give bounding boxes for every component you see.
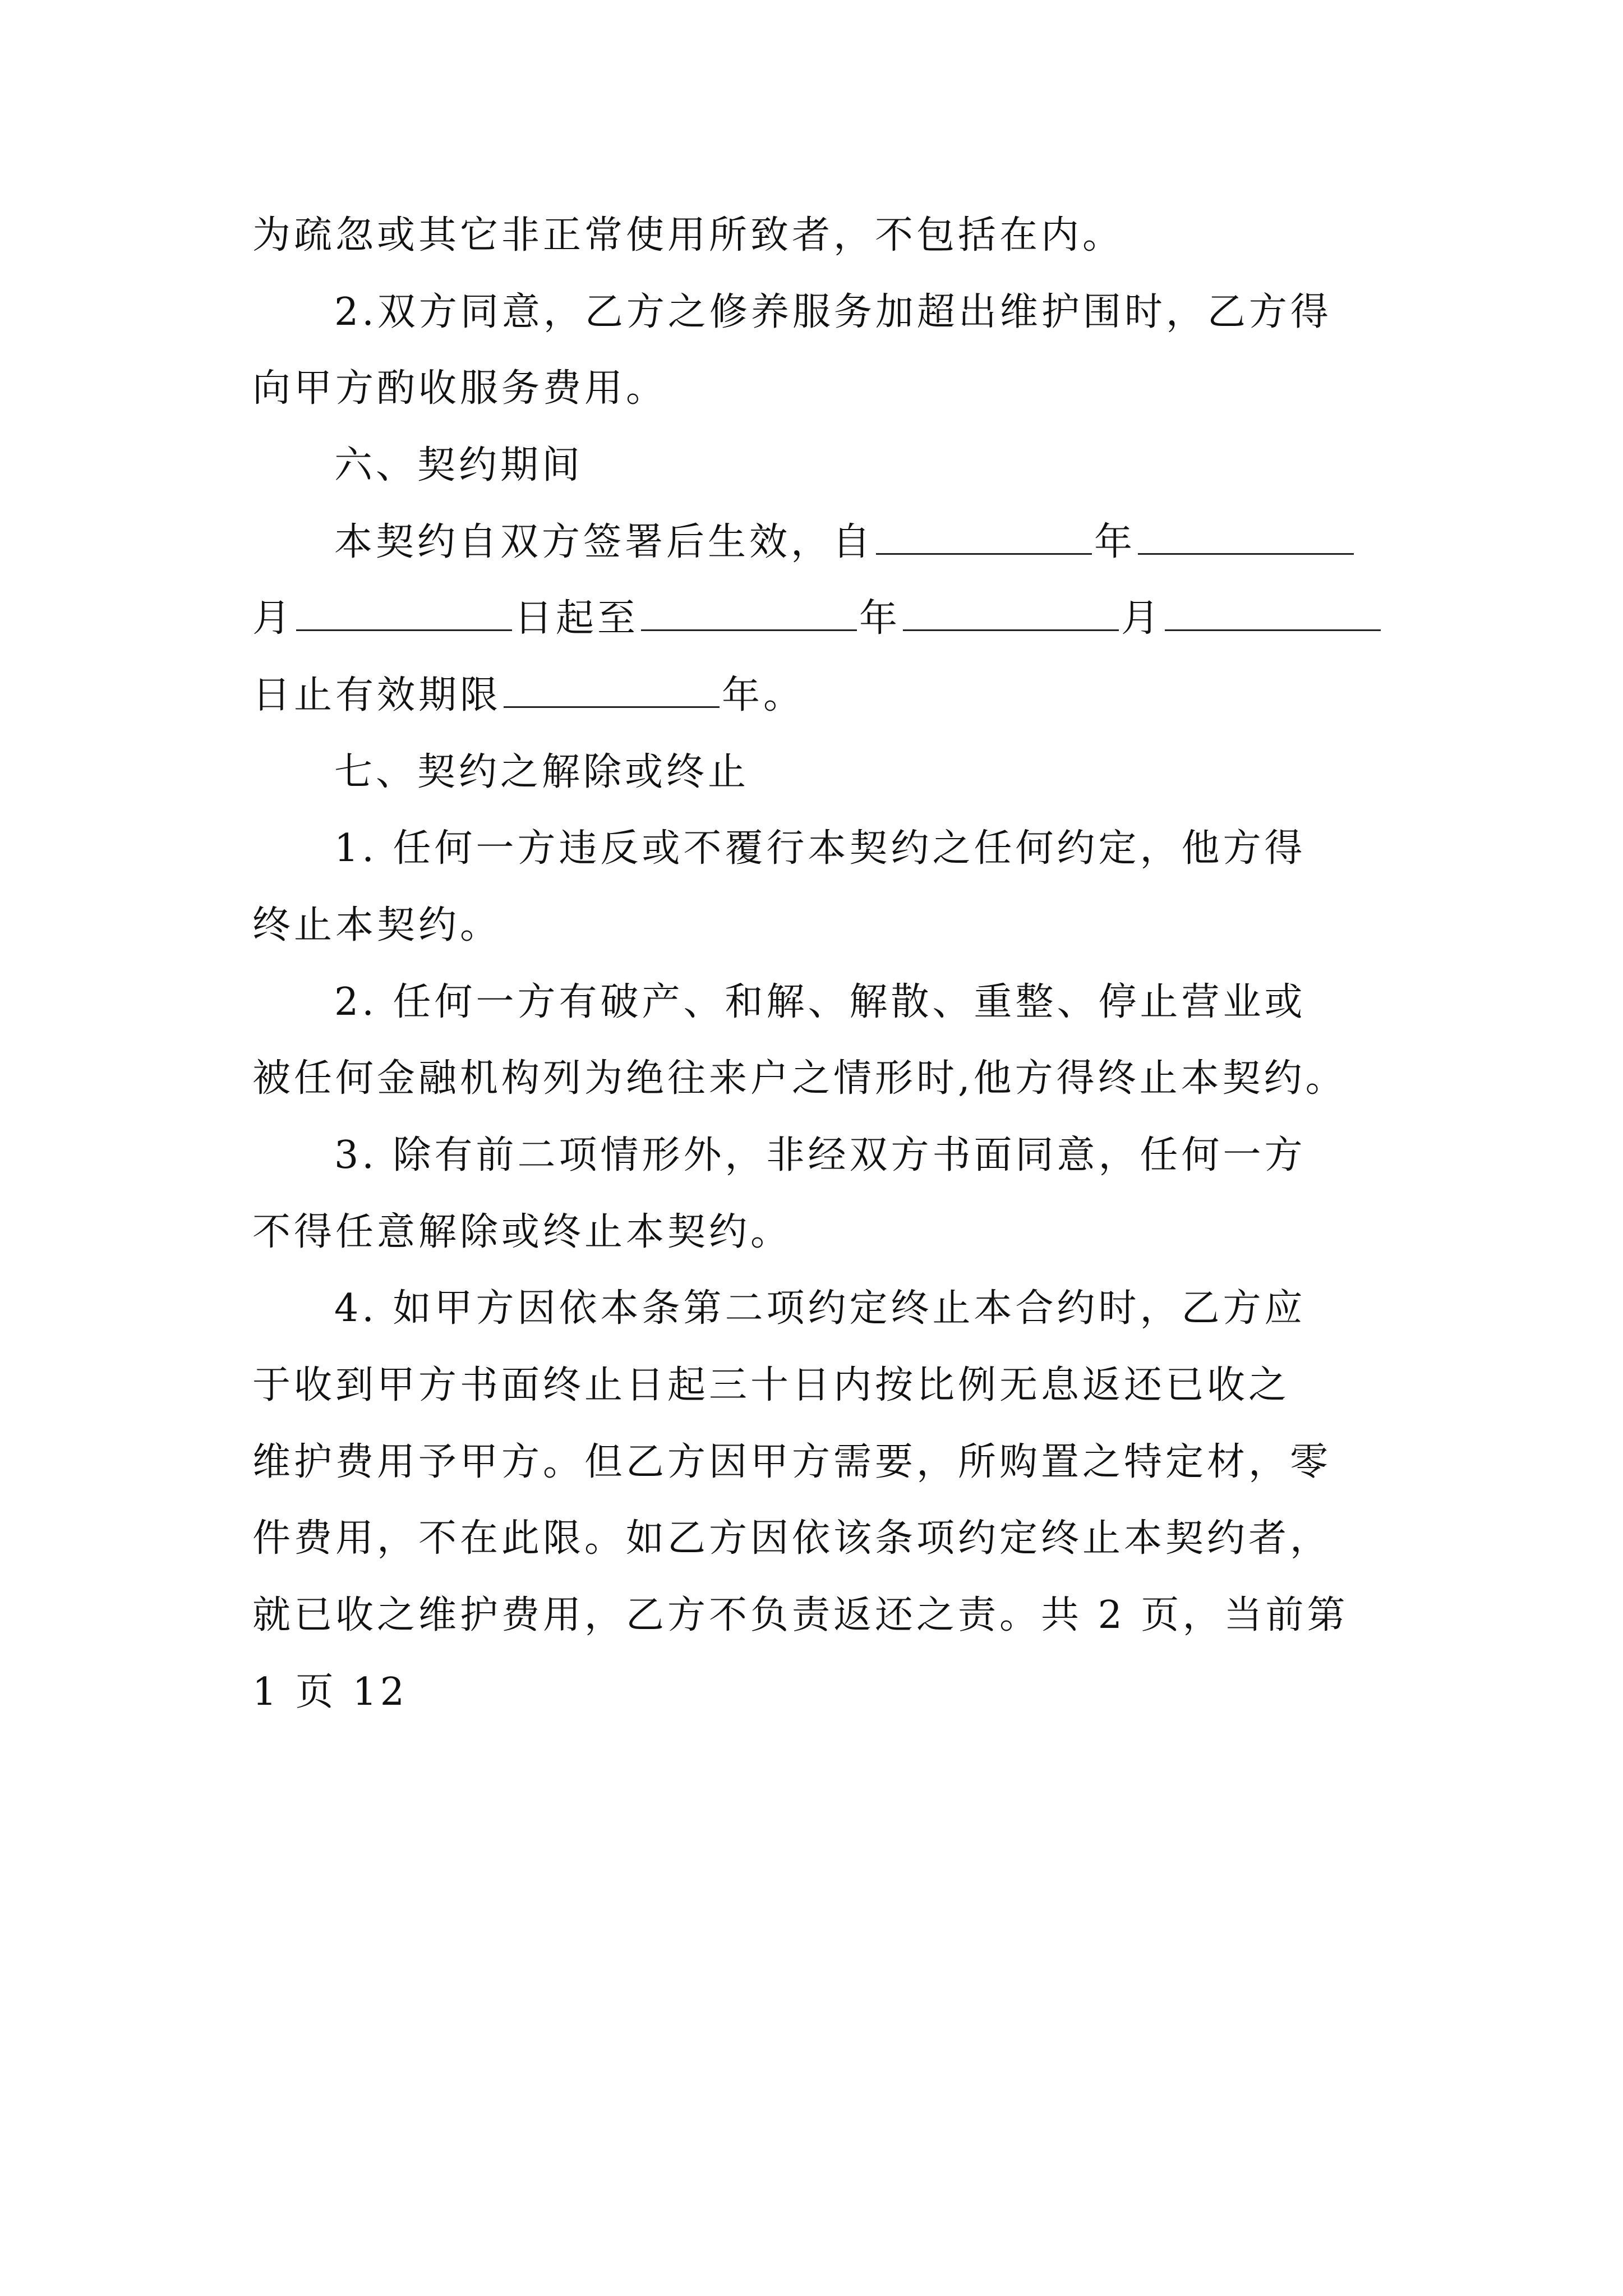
contract-period-text: 日起至 bbox=[514, 596, 639, 641]
section-heading-contract-period: 六、契约期间 bbox=[334, 443, 584, 487]
contract-period-line-1 bbox=[334, 517, 1467, 568]
clause-7-1-line: 1. 任何一方违反或不覆行本契约之任何约定，他方得 bbox=[334, 826, 1306, 871]
blank-field bbox=[903, 629, 1119, 631]
clause-7-4-line: 维护费用予甲方。但乙方因甲方需要，所购置之特定材，零 bbox=[252, 1440, 1332, 1484]
contract-period-line-3 bbox=[252, 670, 1385, 721]
clause-7-3-line: 不得任意解除或终止本契约。 bbox=[252, 1210, 792, 1254]
contract-period-text: 年 bbox=[1094, 520, 1136, 564]
blank-field bbox=[1138, 553, 1354, 555]
clause-7-1-line: 终止本契约。 bbox=[252, 903, 502, 947]
paragraph-line: 为疏忽或其它非正常使用所致者，不包括在内。 bbox=[252, 213, 1124, 257]
clause-5-2-line: 2.双方同意，乙方之修养服务加超出维护围时，乙方得 bbox=[334, 290, 1332, 334]
contract-period-text: 本契约自双方签署后生效，自 bbox=[334, 520, 874, 564]
clause-7-3-line: 3. 除有前二项情形外，非经双方书面同意，任何一方 bbox=[334, 1133, 1306, 1177]
clause-7-2-line: 2. 任何一方有破产、和解、解散、重整、停止营业或 bbox=[334, 980, 1306, 1024]
contract-period-text: 月 bbox=[252, 596, 294, 641]
contract-period-text: 月 bbox=[1121, 596, 1163, 641]
blank-field bbox=[504, 706, 720, 708]
section-heading-termination: 七、契约之解除或终止 bbox=[334, 750, 750, 794]
clause-7-4-line: 于收到甲方书面终止日起三十日内按比例无息返还已收之 bbox=[252, 1363, 1290, 1407]
contract-period-text: 年 bbox=[859, 596, 901, 641]
blank-field bbox=[876, 553, 1092, 555]
clause-7-4-line: 件费用，不在此限。如乙方因依该条项约定终止本契约者， bbox=[252, 1516, 1332, 1561]
contract-period-text: 年。 bbox=[722, 673, 805, 717]
blank-field bbox=[1165, 629, 1381, 631]
clause-5-2-line: 向甲方酌收服务费用。 bbox=[252, 366, 668, 411]
blank-field bbox=[641, 629, 857, 631]
contract-period-line-2 bbox=[252, 593, 1385, 644]
clause-7-2-line: 被任何金融机构列为绝往来户之情形时,他方得终止本契约。 bbox=[252, 1056, 1347, 1101]
blank-field bbox=[296, 629, 512, 631]
contract-period-text: 日止有效期限 bbox=[252, 673, 502, 717]
page-indicator: 1 页 12 bbox=[252, 1670, 408, 1714]
clause-7-4-line: 就已收之维护费用，乙方不负责返还之责。共 2 页，当前第 bbox=[252, 1593, 1349, 1637]
clause-7-4-line: 4. 如甲方因依本条第二项约定终止本合约时，乙方应 bbox=[334, 1286, 1306, 1331]
